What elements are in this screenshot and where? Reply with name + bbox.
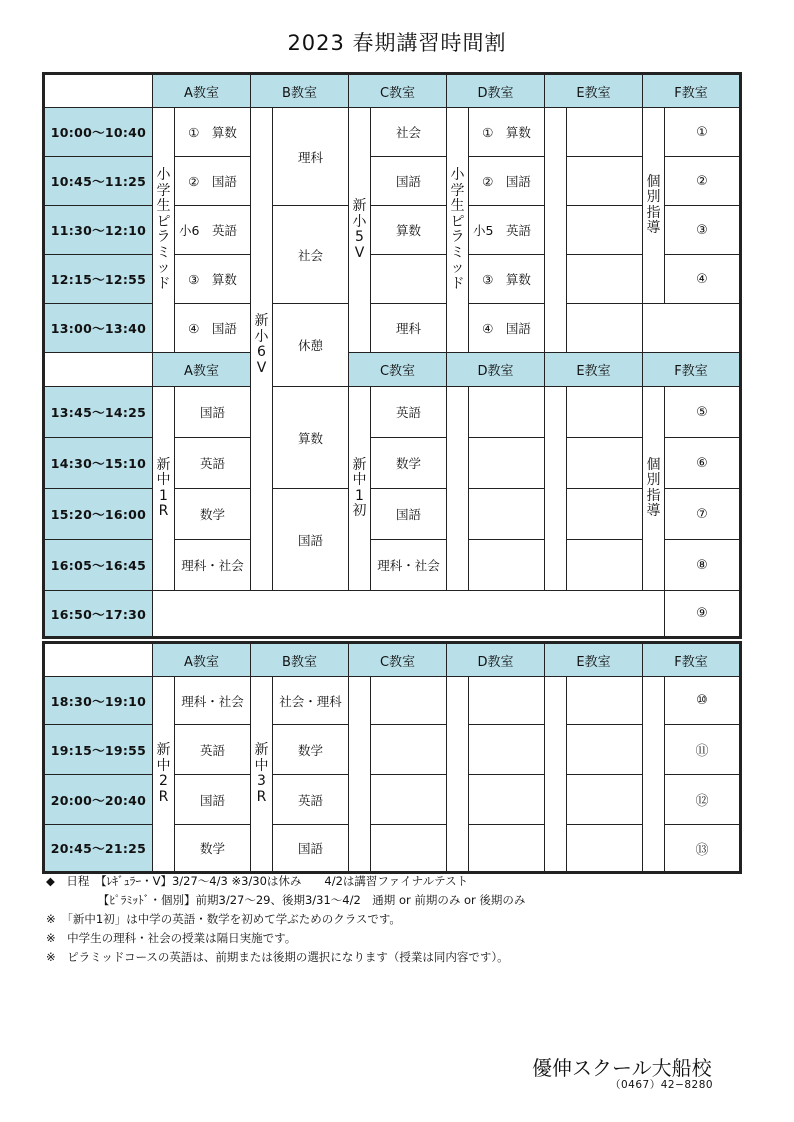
course-label-a: 小 学 生 ピ ラ ミ ッ ド	[153, 108, 175, 353]
course-label-f: 個 別 指 導	[643, 387, 665, 591]
subject-cell: 理科	[371, 304, 447, 353]
empty-cell	[567, 438, 643, 489]
slot-number: ⑦	[665, 489, 741, 540]
slot-number: ⑥	[665, 438, 741, 489]
slot-number: ③	[665, 206, 741, 255]
time-slot: 11:30〜12:10	[44, 206, 153, 255]
subject-cell: 小5 英語	[469, 206, 545, 255]
subject-cell: 数学	[175, 489, 251, 540]
slot-number: ④	[665, 255, 741, 304]
subject-cell: 国語	[371, 157, 447, 206]
time-slot: 15:20〜16:00	[44, 489, 153, 540]
slot-number: ⑤	[665, 387, 741, 438]
subject-cell: 英語	[175, 725, 251, 775]
empty-cell	[567, 540, 643, 591]
empty-cell	[371, 825, 447, 873]
empty-cell	[545, 387, 567, 591]
time-slot: 13:00〜13:40	[44, 304, 153, 353]
class-note: ※ ピラミッドコースの英語は、前期または後期の選択になります（授業は同内容です）。	[46, 950, 509, 964]
subject-cell: ① 算数	[469, 108, 545, 157]
empty-cell	[469, 540, 545, 591]
time-slot: 13:45〜14:25	[44, 387, 153, 438]
empty-cell	[469, 677, 545, 725]
empty-cell	[567, 255, 643, 304]
subject-cell: 国語	[273, 825, 349, 873]
schedule-note: 【ﾋﾟﾗﾐｯﾄﾞ・個別】前期3/27〜29、後期3/31〜4/2 通期 or 前期のみ or 後期のみ	[46, 893, 526, 907]
room-header-d: D教室	[447, 353, 545, 387]
empty-cell	[567, 677, 643, 725]
empty-cell	[469, 387, 545, 438]
course-label-b: 新 小 6 V	[251, 108, 273, 591]
subject-cell: 社会	[371, 108, 447, 157]
subject-cell: 国語	[175, 387, 251, 438]
notes-section	[46, 872, 525, 967]
course-label-f: 個 別 指 導	[643, 108, 665, 304]
slot-number: ①	[665, 108, 741, 157]
empty-cell	[567, 157, 643, 206]
room-header-c: C教室	[349, 74, 447, 108]
room-header-a: A教室	[153, 643, 251, 677]
empty-cell	[153, 591, 665, 638]
slot-number: ⑨	[665, 591, 741, 638]
empty-cell	[469, 438, 545, 489]
subject-cell: 理科	[273, 108, 349, 206]
subject-cell	[371, 255, 447, 304]
time-slot: 12:15〜12:55	[44, 255, 153, 304]
empty-cell	[469, 825, 545, 873]
slot-number: ②	[665, 157, 741, 206]
subject-cell: ④ 国語	[469, 304, 545, 353]
time-slot: 16:50〜17:30	[44, 591, 153, 638]
empty-cell	[371, 775, 447, 825]
empty-cell	[567, 775, 643, 825]
empty-cell	[447, 677, 469, 873]
room-header-c: C教室	[349, 643, 447, 677]
course-label-a: 新 中 1 R	[153, 387, 175, 591]
subject-cell: 英語	[175, 438, 251, 489]
room-header-f: F教室	[643, 353, 741, 387]
empty-cell	[447, 387, 469, 591]
subject-cell: 数学	[175, 825, 251, 873]
empty-cell	[349, 677, 371, 873]
course-label-d: 小 学 生 ピ ラ ミ ッ ド	[447, 108, 469, 353]
course-label-b: 新 中 3 R	[251, 677, 273, 873]
subject-cell: 社会	[273, 206, 349, 304]
room-header-f: F教室	[643, 74, 741, 108]
empty-cell	[567, 489, 643, 540]
subject-cell: ③ 算数	[175, 255, 251, 304]
subject-cell: 算数	[371, 206, 447, 255]
subject-cell: 理科・社会	[175, 540, 251, 591]
schedule-note: ◆ 日程 【ﾚｷﾞｭﾗｰ・V】3/27〜4/3 ※3/30は休み 4/2は講習ファイナルテスト	[46, 874, 469, 888]
empty-cell	[643, 677, 665, 873]
room-header-e: E教室	[545, 74, 643, 108]
empty-cell	[545, 677, 567, 873]
time-slot: 18:30〜19:10	[44, 677, 153, 725]
subject-cell: 国語	[371, 489, 447, 540]
empty-cell	[469, 775, 545, 825]
header-blank	[44, 643, 153, 677]
slot-number: ⑪	[665, 725, 741, 775]
header-corner	[44, 74, 153, 108]
room-header-f: F教室	[643, 643, 741, 677]
empty-cell	[643, 304, 741, 353]
empty-cell	[567, 725, 643, 775]
empty-cell	[567, 825, 643, 873]
room-header-e: E教室	[545, 643, 643, 677]
class-note: ※ 中学生の理科・社会の授業は隔日実施です。	[46, 931, 297, 945]
slot-number: ⑬	[665, 825, 741, 873]
room-header-d: D教室	[447, 74, 545, 108]
subject-cell: 算数	[273, 387, 349, 489]
empty-cell	[567, 304, 643, 353]
subject-cell: 英語	[273, 775, 349, 825]
header-blank	[44, 353, 153, 387]
room-header-a: A教室	[153, 74, 251, 108]
subject-cell: ① 算数	[175, 108, 251, 157]
slot-number: ⑫	[665, 775, 741, 825]
room-header-d: D教室	[447, 643, 545, 677]
timetable-morning-afternoon	[42, 72, 742, 639]
room-header-e: E教室	[545, 353, 643, 387]
room-header-b: B教室	[251, 643, 349, 677]
timetable-evening	[42, 641, 742, 874]
time-slot: 20:45〜21:25	[44, 825, 153, 873]
subject-cell: 国語	[273, 489, 349, 591]
subject-cell: 国語	[175, 775, 251, 825]
room-header-c: C教室	[349, 353, 447, 387]
empty-cell	[545, 108, 567, 353]
empty-cell	[371, 725, 447, 775]
course-label-c: 新 中 1 初	[349, 387, 371, 591]
time-slot: 14:30〜15:10	[44, 438, 153, 489]
school-name: 優伸スクール大船校	[532, 1056, 712, 1080]
empty-cell	[469, 489, 545, 540]
school-phone: （0467）42−8280	[610, 1079, 714, 1091]
subject-cell: 数学	[371, 438, 447, 489]
course-label-c: 新 小 5 V	[349, 108, 371, 353]
subject-cell: ② 国語	[469, 157, 545, 206]
subject-cell: 英語	[371, 387, 447, 438]
subject-cell: ② 国語	[175, 157, 251, 206]
room-header-b: B教室	[251, 74, 349, 108]
time-slot: 10:45〜11:25	[44, 157, 153, 206]
time-slot: 16:05〜16:45	[44, 540, 153, 591]
subject-cell: 数学	[273, 725, 349, 775]
subject-cell: ④ 国語	[175, 304, 251, 353]
empty-cell	[567, 108, 643, 157]
subject-cell: 理科・社会	[371, 540, 447, 591]
room-header-a: A教室	[153, 353, 251, 387]
subject-cell: 理科・社会	[175, 677, 251, 725]
empty-cell	[469, 725, 545, 775]
course-label-a: 新 中 2 R	[153, 677, 175, 873]
subject-cell: 小6 英語	[175, 206, 251, 255]
slot-number: ⑩	[665, 677, 741, 725]
subject-cell: 社会・理科	[273, 677, 349, 725]
page-title: 2023 春期講習時間割	[287, 31, 507, 55]
slot-number: ⑧	[665, 540, 741, 591]
empty-cell	[567, 387, 643, 438]
class-note: ※ 「新中1初」は中学の英語・数学を初めて学ぶためのクラスです。	[46, 912, 401, 926]
time-slot: 10:00〜10:40	[44, 108, 153, 157]
subject-cell: ③ 算数	[469, 255, 545, 304]
time-slot: 19:15〜19:55	[44, 725, 153, 775]
time-slot: 20:00〜20:40	[44, 775, 153, 825]
empty-cell	[567, 206, 643, 255]
subject-cell: 休憩	[273, 304, 349, 387]
empty-cell	[371, 677, 447, 725]
